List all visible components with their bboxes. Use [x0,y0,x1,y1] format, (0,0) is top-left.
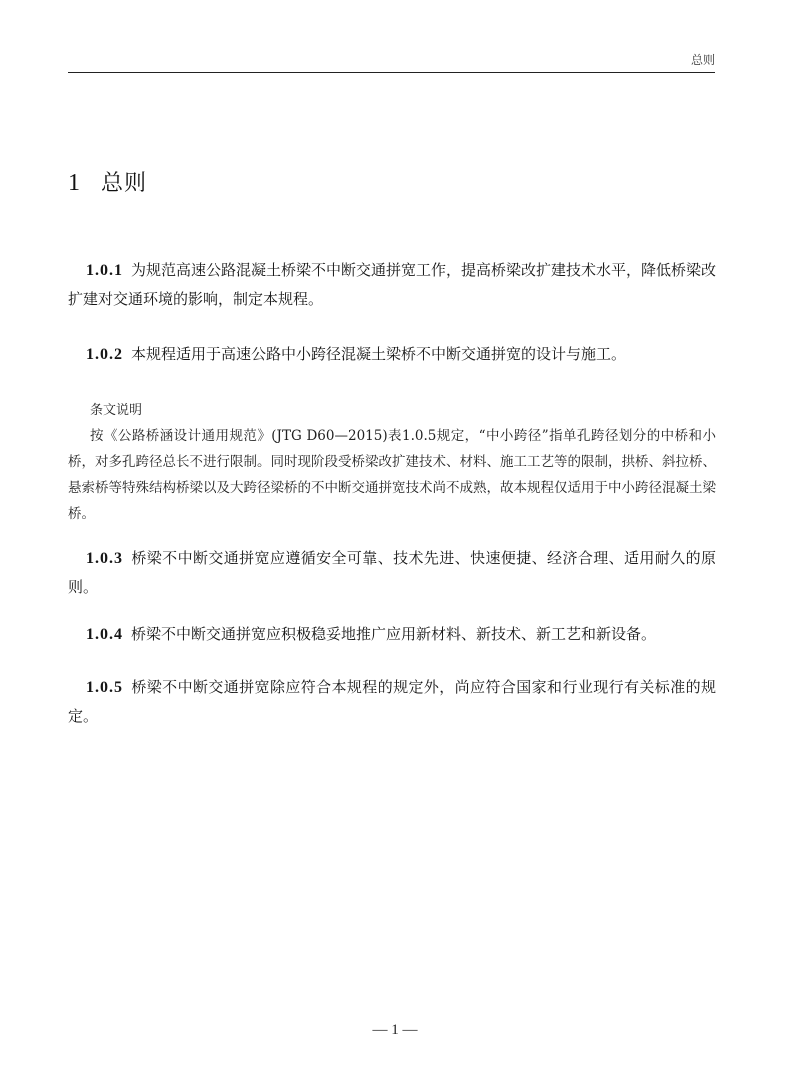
clause-1-0-1 [68,256,716,313]
clause-1-0-4 [68,620,716,649]
clause-number: 1.0.2 [86,346,123,363]
chapter-number: 1 [68,170,81,196]
running-header-title: 总则 [690,53,715,67]
clause-explanation-heading: 条文说明 [90,403,143,418]
clause-1-0-2 [68,340,716,369]
clause-explanation-body: 按《公路桥涵设计通用规范》(JTG D60—2015)表1.0.5规定，“中小跨径”指单孔跨径划分的中桥和小桥，对多孔跨径总长不进行限制。同时现阶段受桥梁改扩建技术、材料、施工工艺等的限制，拱桥、斜拉桥、悬索桥等特殊结构桥梁以及大跨径梁桥的不中断交通拼宽技术尚不成熟，故本规程仅适用于中小跨径混凝土梁桥。 [68,428,716,522]
clause-text: 桥梁不中断交通拼宽除应符合本规程的规定外，尚应符合国家和行业现行有关标准的规定。 [68,678,716,725]
clause-text: 桥梁不中断交通拼宽应积极稳妥地推广应用新材料、新技术、新工艺和新设备。 [131,625,657,643]
clause-text: 本规程适用于高速公路中小跨径混凝土梁桥不中断交通拼宽的设计与施工。 [131,345,627,363]
chapter-title [68,166,147,197]
clause-1-0-3 [68,544,716,601]
chapter-title-text: 总则 [101,171,148,196]
clause-number: 1.0.3 [86,550,123,567]
clause-number: 1.0.5 [86,679,123,696]
clause-number: 1.0.1 [86,262,123,279]
clause-number: 1.0.4 [86,626,123,643]
clause-1-0-5 [68,673,716,730]
page-number: — 1 — [372,1022,418,1038]
header-rule [68,72,715,73]
clause-text: 为规范高速公路混凝土桥梁不中断交通拼宽工作，提高桥梁改扩建技术水平，降低桥梁改扩建对交通环境的影响，制定本规程。 [68,261,717,308]
clause-text: 桥梁不中断交通拼宽应遵循安全可靠、技术先进、快速便捷、经济合理、适用耐久的原则。 [68,549,716,596]
